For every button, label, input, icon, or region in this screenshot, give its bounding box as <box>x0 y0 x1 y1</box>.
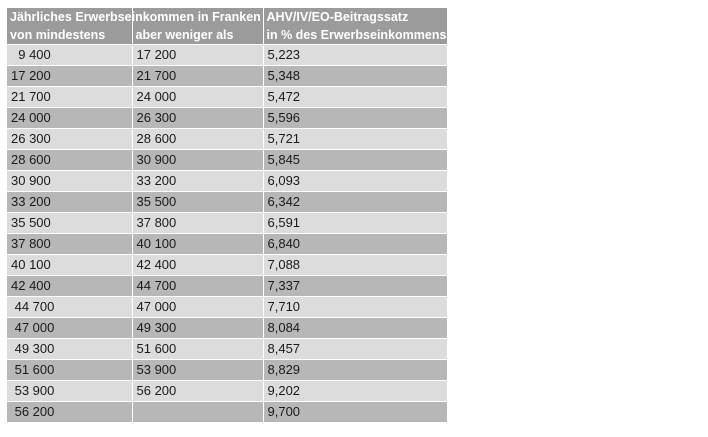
cell-from: 30 900 <box>7 171 132 192</box>
cell-rate: 7,088 <box>263 255 447 276</box>
cell-to: 40 100 <box>132 234 263 255</box>
cell-to: 33 200 <box>132 171 263 192</box>
cell-from: 28 600 <box>7 150 132 171</box>
cell-rate: 6,591 <box>263 213 447 234</box>
cell-to <box>132 402 263 423</box>
table-row <box>7 150 447 171</box>
cell-from: 24 000 <box>7 108 132 129</box>
cell-from: 37 800 <box>7 234 132 255</box>
table-row <box>7 45 447 66</box>
header-from-label: von mindestens <box>10 28 106 42</box>
cell-from: 49 300 <box>7 339 132 360</box>
cell-from: 21 700 <box>7 87 132 108</box>
cell-rate: 9,202 <box>263 381 447 402</box>
cell-from: 33 200 <box>7 192 132 213</box>
cell-to: 44 700 <box>132 276 263 297</box>
cell-from: 51 600 <box>7 360 132 381</box>
cell-to: 17 200 <box>132 45 263 66</box>
cell-rate: 5,223 <box>263 45 447 66</box>
cell-rate: 5,845 <box>263 150 447 171</box>
cell-from: 44 700 <box>7 297 132 318</box>
cell-from: 56 200 <box>7 402 132 423</box>
cell-to: 24 000 <box>132 87 263 108</box>
contribution-rate-table <box>7 8 447 422</box>
table-row <box>7 213 447 234</box>
table-row <box>7 171 447 192</box>
cell-rate: 7,337 <box>263 276 447 297</box>
cell-from: 47 000 <box>7 318 132 339</box>
cell-from: 35 500 <box>7 213 132 234</box>
table-row <box>7 255 447 276</box>
cell-rate: 8,084 <box>263 318 447 339</box>
table-row <box>7 129 447 150</box>
cell-rate: 5,596 <box>263 108 447 129</box>
table-row <box>7 339 447 360</box>
cell-rate: 8,457 <box>263 339 447 360</box>
header-rate-subtitle: in % des Erwerbseinkommens <box>266 28 447 42</box>
table-row <box>7 318 447 339</box>
cell-to: 53 900 <box>132 360 263 381</box>
cell-from: 9 400 <box>7 45 132 66</box>
cell-from: 40 100 <box>7 255 132 276</box>
cell-rate: 8,829 <box>263 360 447 381</box>
table-row <box>7 66 447 87</box>
cell-to: 56 200 <box>132 381 263 402</box>
cell-from: 53 900 <box>7 381 132 402</box>
table-row <box>7 297 447 318</box>
cell-to: 42 400 <box>132 255 263 276</box>
cell-to: 35 500 <box>132 192 263 213</box>
table-row <box>7 360 447 381</box>
cell-from: 42 400 <box>7 276 132 297</box>
cell-to: 47 000 <box>132 297 263 318</box>
cell-rate: 6,342 <box>263 192 447 213</box>
cell-rate: 6,093 <box>263 171 447 192</box>
cell-to: 30 900 <box>132 150 263 171</box>
table-row <box>7 276 447 297</box>
cell-from: 26 300 <box>7 129 132 150</box>
contribution-rate-table-container <box>7 8 447 422</box>
income-group-title: Jährliches Erwerbseinkommen in Franken <box>10 10 261 24</box>
cell-to: 28 600 <box>132 129 263 150</box>
cell-rate: 7,710 <box>263 297 447 318</box>
table-row <box>7 234 447 255</box>
cell-to: 37 800 <box>132 213 263 234</box>
header-rate-title: AHV/IV/EO-Beitragssatz <box>266 10 409 24</box>
cell-rate: 6,840 <box>263 234 447 255</box>
table-body <box>7 45 447 423</box>
cell-to: 26 300 <box>132 108 263 129</box>
header-rate-cell <box>263 8 447 45</box>
table-row <box>7 192 447 213</box>
table-row <box>7 108 447 129</box>
cell-rate: 5,472 <box>263 87 447 108</box>
table-row <box>7 87 447 108</box>
table-row <box>7 381 447 402</box>
cell-rate: 5,348 <box>263 66 447 87</box>
cell-rate: 5,721 <box>263 129 447 150</box>
cell-from: 17 200 <box>7 66 132 87</box>
cell-to: 21 700 <box>132 66 263 87</box>
header-to-label: aber weniger als <box>135 28 234 42</box>
cell-rate: 9,700 <box>263 402 447 423</box>
table-header <box>7 8 447 45</box>
cell-to: 49 300 <box>132 318 263 339</box>
cell-to: 51 600 <box>132 339 263 360</box>
table-row <box>7 402 447 423</box>
